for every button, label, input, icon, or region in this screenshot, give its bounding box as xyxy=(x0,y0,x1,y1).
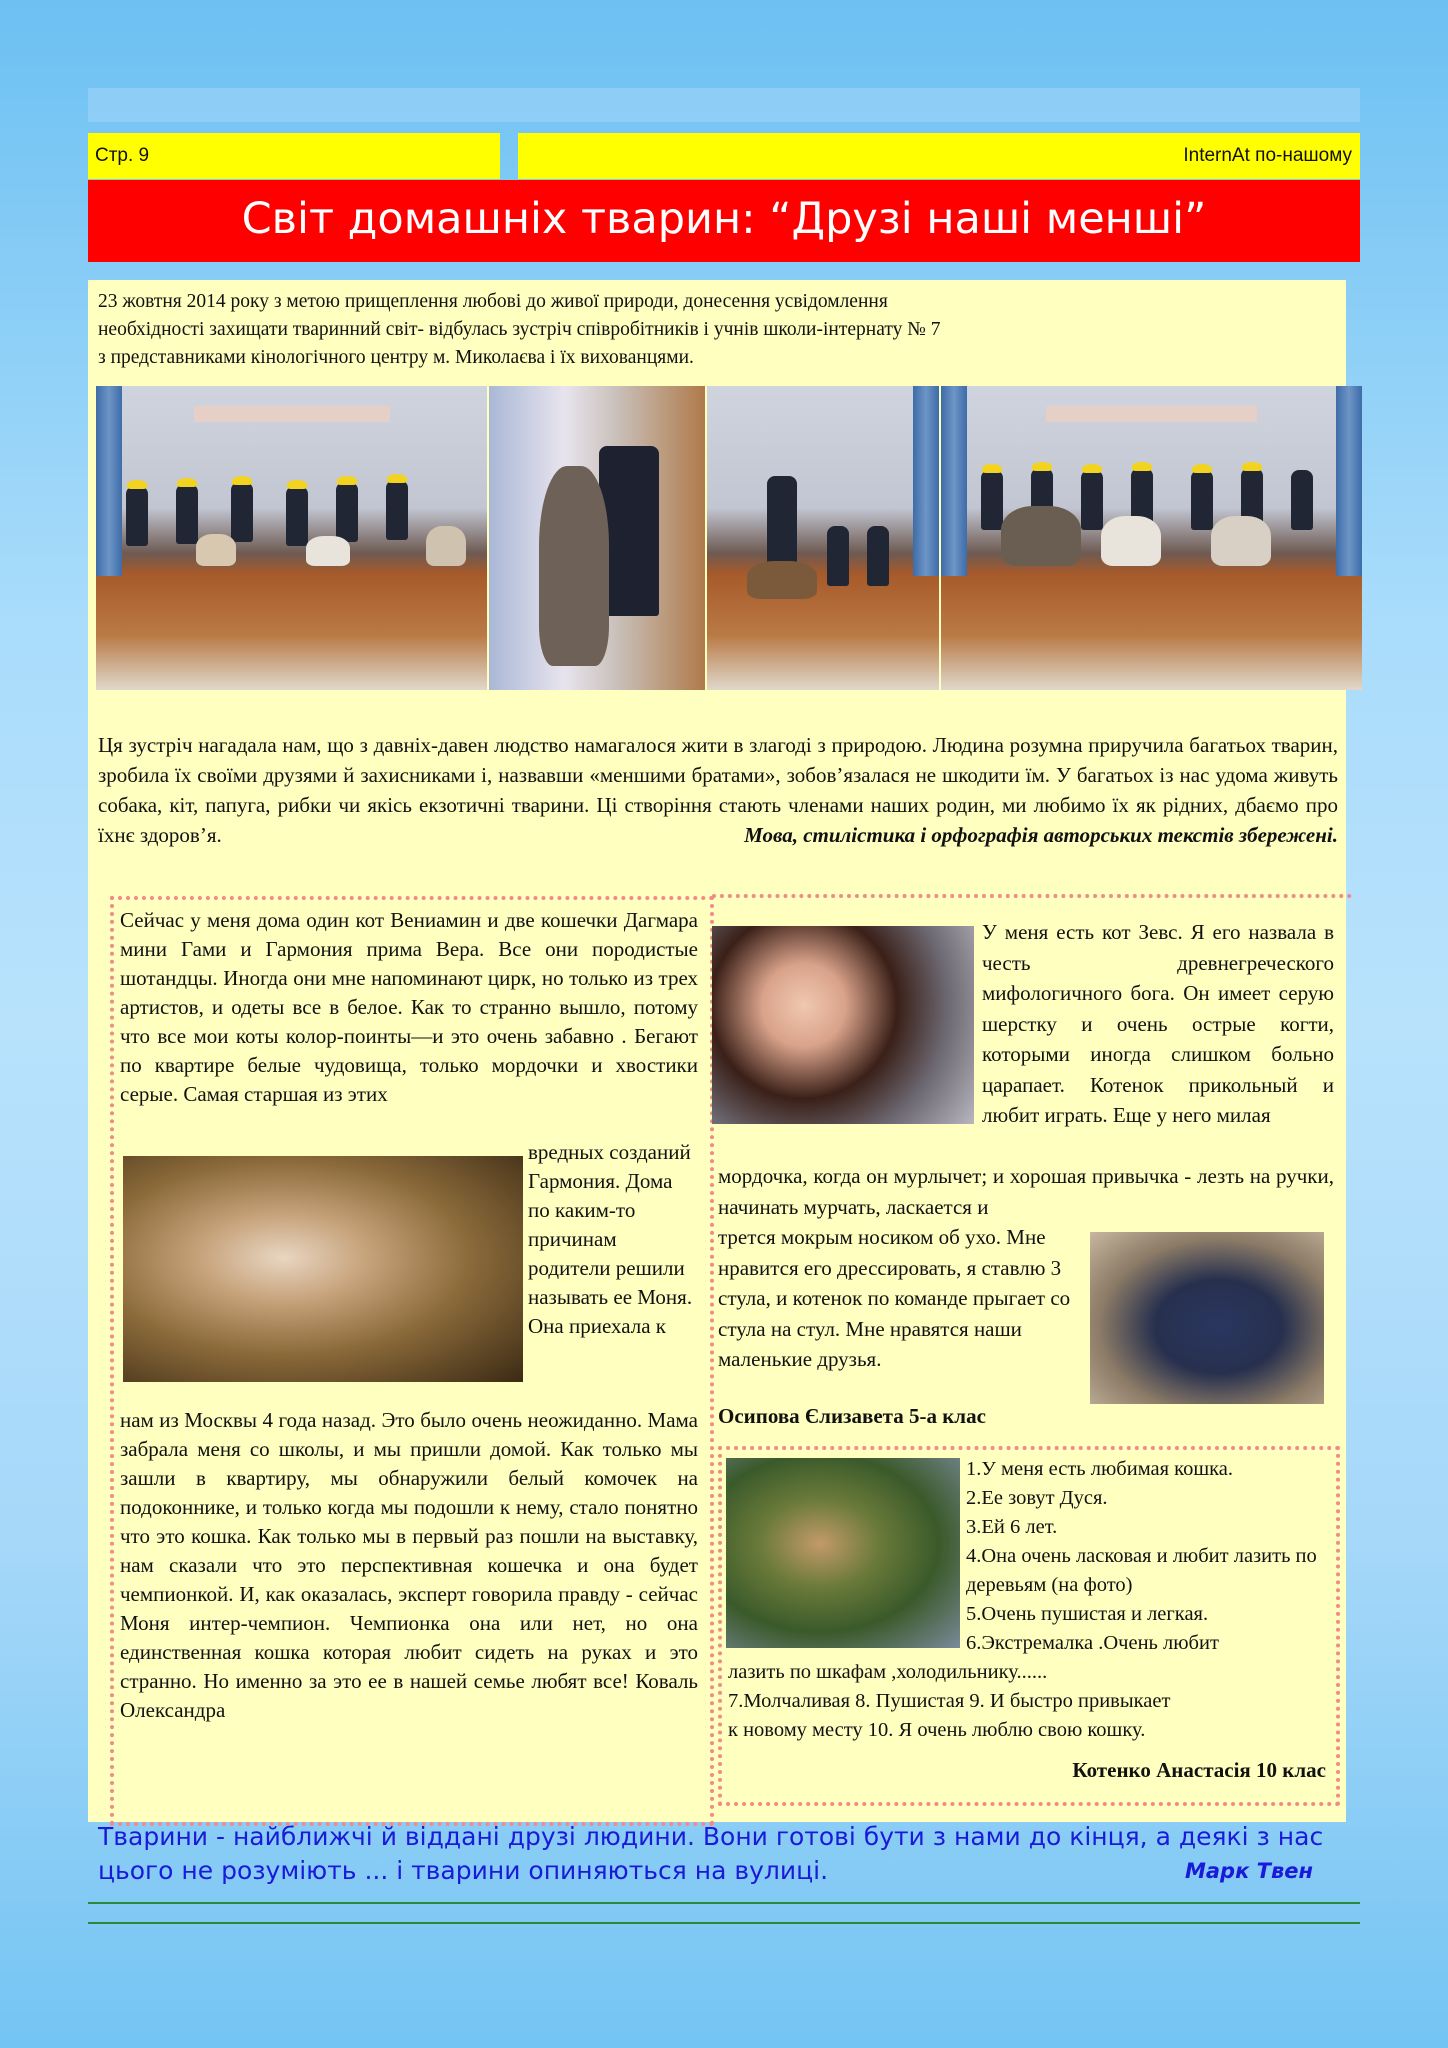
brand-label: InternAt по-нашому xyxy=(1183,145,1352,166)
list-item: 6.Экстремалка .Очень любит xyxy=(966,1632,1219,1654)
main-paragraph xyxy=(98,730,1338,850)
list-item: 4.Она очень ласковая и любит лазить по деревьям (на фото) xyxy=(966,1545,1317,1596)
list-bottom-line-2: 7.Молчаливая 8. Пушистая 9. И быстро привыкает xyxy=(728,1690,1171,1712)
quote-text: Тварини - найближчі й віддані друзі людини. Вони готові бути з нами до кінця, а деякі з нас цього не розуміють ... і тварини опиняються на вулиці. xyxy=(98,1822,1324,1885)
editorial-note: Мова, стилістика і орфографія авторських текстів збережені. xyxy=(744,823,1338,847)
list-item: 3.Ей 6 лет. xyxy=(966,1516,1058,1538)
right-story-part-2: мордочка, когда он мурлычет; и хорошая привычка - лезть на ручки, начинать мурчать, ласкается и xyxy=(718,1164,1334,1219)
right-story-part-1: У меня есть кот Зевс. Я его назвала в честь древнегреческого мифологичного бога. Он имеет серую шерстку и очень острые когти, которыми иногда слишком больно царапает. Котенок прикольный и любит играть. Еще у него милая xyxy=(982,920,1334,1127)
left-story-bottom xyxy=(120,1406,698,1725)
list-story-author: Котенко Анастасія 10 клас xyxy=(1072,1758,1326,1782)
intro-line-1: 23 жовтня 2014 року з метою прищеплення любові до живої природи, донесення усвідомлення xyxy=(98,291,888,312)
closing-quote xyxy=(98,1820,1338,1888)
left-story-beside-image: вредных созданий Гармония. Дома по каким-то причинам родители решили называть ее Моня. Она приехала к xyxy=(528,1140,693,1338)
photo-strip xyxy=(96,386,1362,690)
photo-speaker-with-dog xyxy=(707,386,939,690)
list-bottom-line-1: лазить по шкафам ,холодильнику...... xyxy=(728,1661,1048,1683)
photo-man-with-mastiff xyxy=(489,386,705,690)
top-band xyxy=(88,88,1360,122)
intro-text xyxy=(98,288,1198,372)
photo-cat-in-coat xyxy=(1090,1232,1324,1404)
dotted-divider xyxy=(712,894,1352,898)
photo-cat-in-tree xyxy=(726,1458,960,1648)
list-item: 5.Очень пушистая и легкая. xyxy=(966,1603,1209,1625)
title-bar xyxy=(88,180,1360,262)
list-story-items xyxy=(966,1455,1326,1658)
list-story-bottom xyxy=(728,1658,1326,1745)
intro-line-2: необхідності захищати тваринний світ- відбулась зустріч співробітників і учнів школи-інтернату № 7 xyxy=(98,319,941,340)
quote-author: Марк Твен xyxy=(1184,1859,1313,1883)
right-story-author: Осипова Єлизавета 5-а клас xyxy=(718,1404,986,1428)
photo-girl-with-cat xyxy=(712,926,974,1124)
list-item: 1.У меня есть любимая кошка. xyxy=(966,1458,1234,1480)
photo-group-with-dogs-2 xyxy=(941,386,1362,690)
intro-line-3: з представниками кінологічного центру м. Миколаєва і їх вихованцями. xyxy=(98,347,694,368)
list-bottom-line-3: к новому месту 10. Я очень люблю свою кошку. xyxy=(728,1719,1146,1741)
header-left-bar xyxy=(88,133,500,179)
left-story-author: Коваль Олександра xyxy=(120,1669,699,1722)
header-right-bar xyxy=(518,133,1360,179)
footer-rule-2 xyxy=(88,1922,1360,1924)
footer-rule-1 xyxy=(88,1902,1360,1904)
main-paragraph-text: Ця зустріч нагадала нам, що з давніх-давен людство намагалося жити в злагоді з природою. Людина розумна приручила багатьох тварин, зробила їх своїми друзями й захисниками і, назвавши «меншими братами», зобов’язалася не шкодити їм. У багатьох із нас удома живуть собака, кіт, папуга, рибки чи якісь екзотичні тварини. Ці створіння стають членами наших родин, ми любимо їх як рідних, дбаємо про їхнє здоров’я. xyxy=(98,733,1338,847)
left-story-bottom-text: нам из Москвы 4 года назад. Это было очень неожиданно. Мама забрала меня со школы, и мы пришли домой. Как только мы зашли в квартиру, мы обнаружили белый комочек на подоконнике, и только когда мы подошли к нему, стало понятно что это кошка. Как только мы в первый раз пошли на выставку, нам сказали что это перспективная кошечка и она будет чемпионкой. И, как оказалась, эксперт говорила правду - сейчас Моня интер-чемпион. Чемпионка она или нет, но она единственная кошка которая любит сидеть на руках и это странно. Но именно за это ее в нашей семье любят все! xyxy=(120,1408,698,1693)
list-item: 2.Ее зовут Дуся. xyxy=(966,1487,1108,1509)
page-number: Стр. 9 xyxy=(95,145,150,166)
left-story-top xyxy=(120,906,698,1109)
right-story-part-3: трется мокрым носиком об ухо. Мне нравится его дрессировать, я ставлю 3 стула, и котенок по команде прыгает со стула на стул. Мне нравятся наши маленькие друзья. xyxy=(718,1225,1071,1371)
photo-fluffy-cat xyxy=(123,1156,523,1382)
photo-group-with-dogs-1 xyxy=(96,386,487,690)
page-title: Світ домашніх тварин: “Друзі наші менші” xyxy=(241,194,1207,244)
left-story-top-text: Сейчас у меня дома один кот Вениамин и две кошечки Дагмара мини Гами и Гармония прима Вера. Все они породистые шотандцы. Иногда они мне напоминают цирк, но только из трех артистов, и одеты все в белое. Как то странно вышло, потому что все мои коты колор-поинты—и это очень забавно . Бегают по квартире белые чудовища, только мордочки и хвостики серые. Самая старшая из этих xyxy=(120,908,698,1106)
